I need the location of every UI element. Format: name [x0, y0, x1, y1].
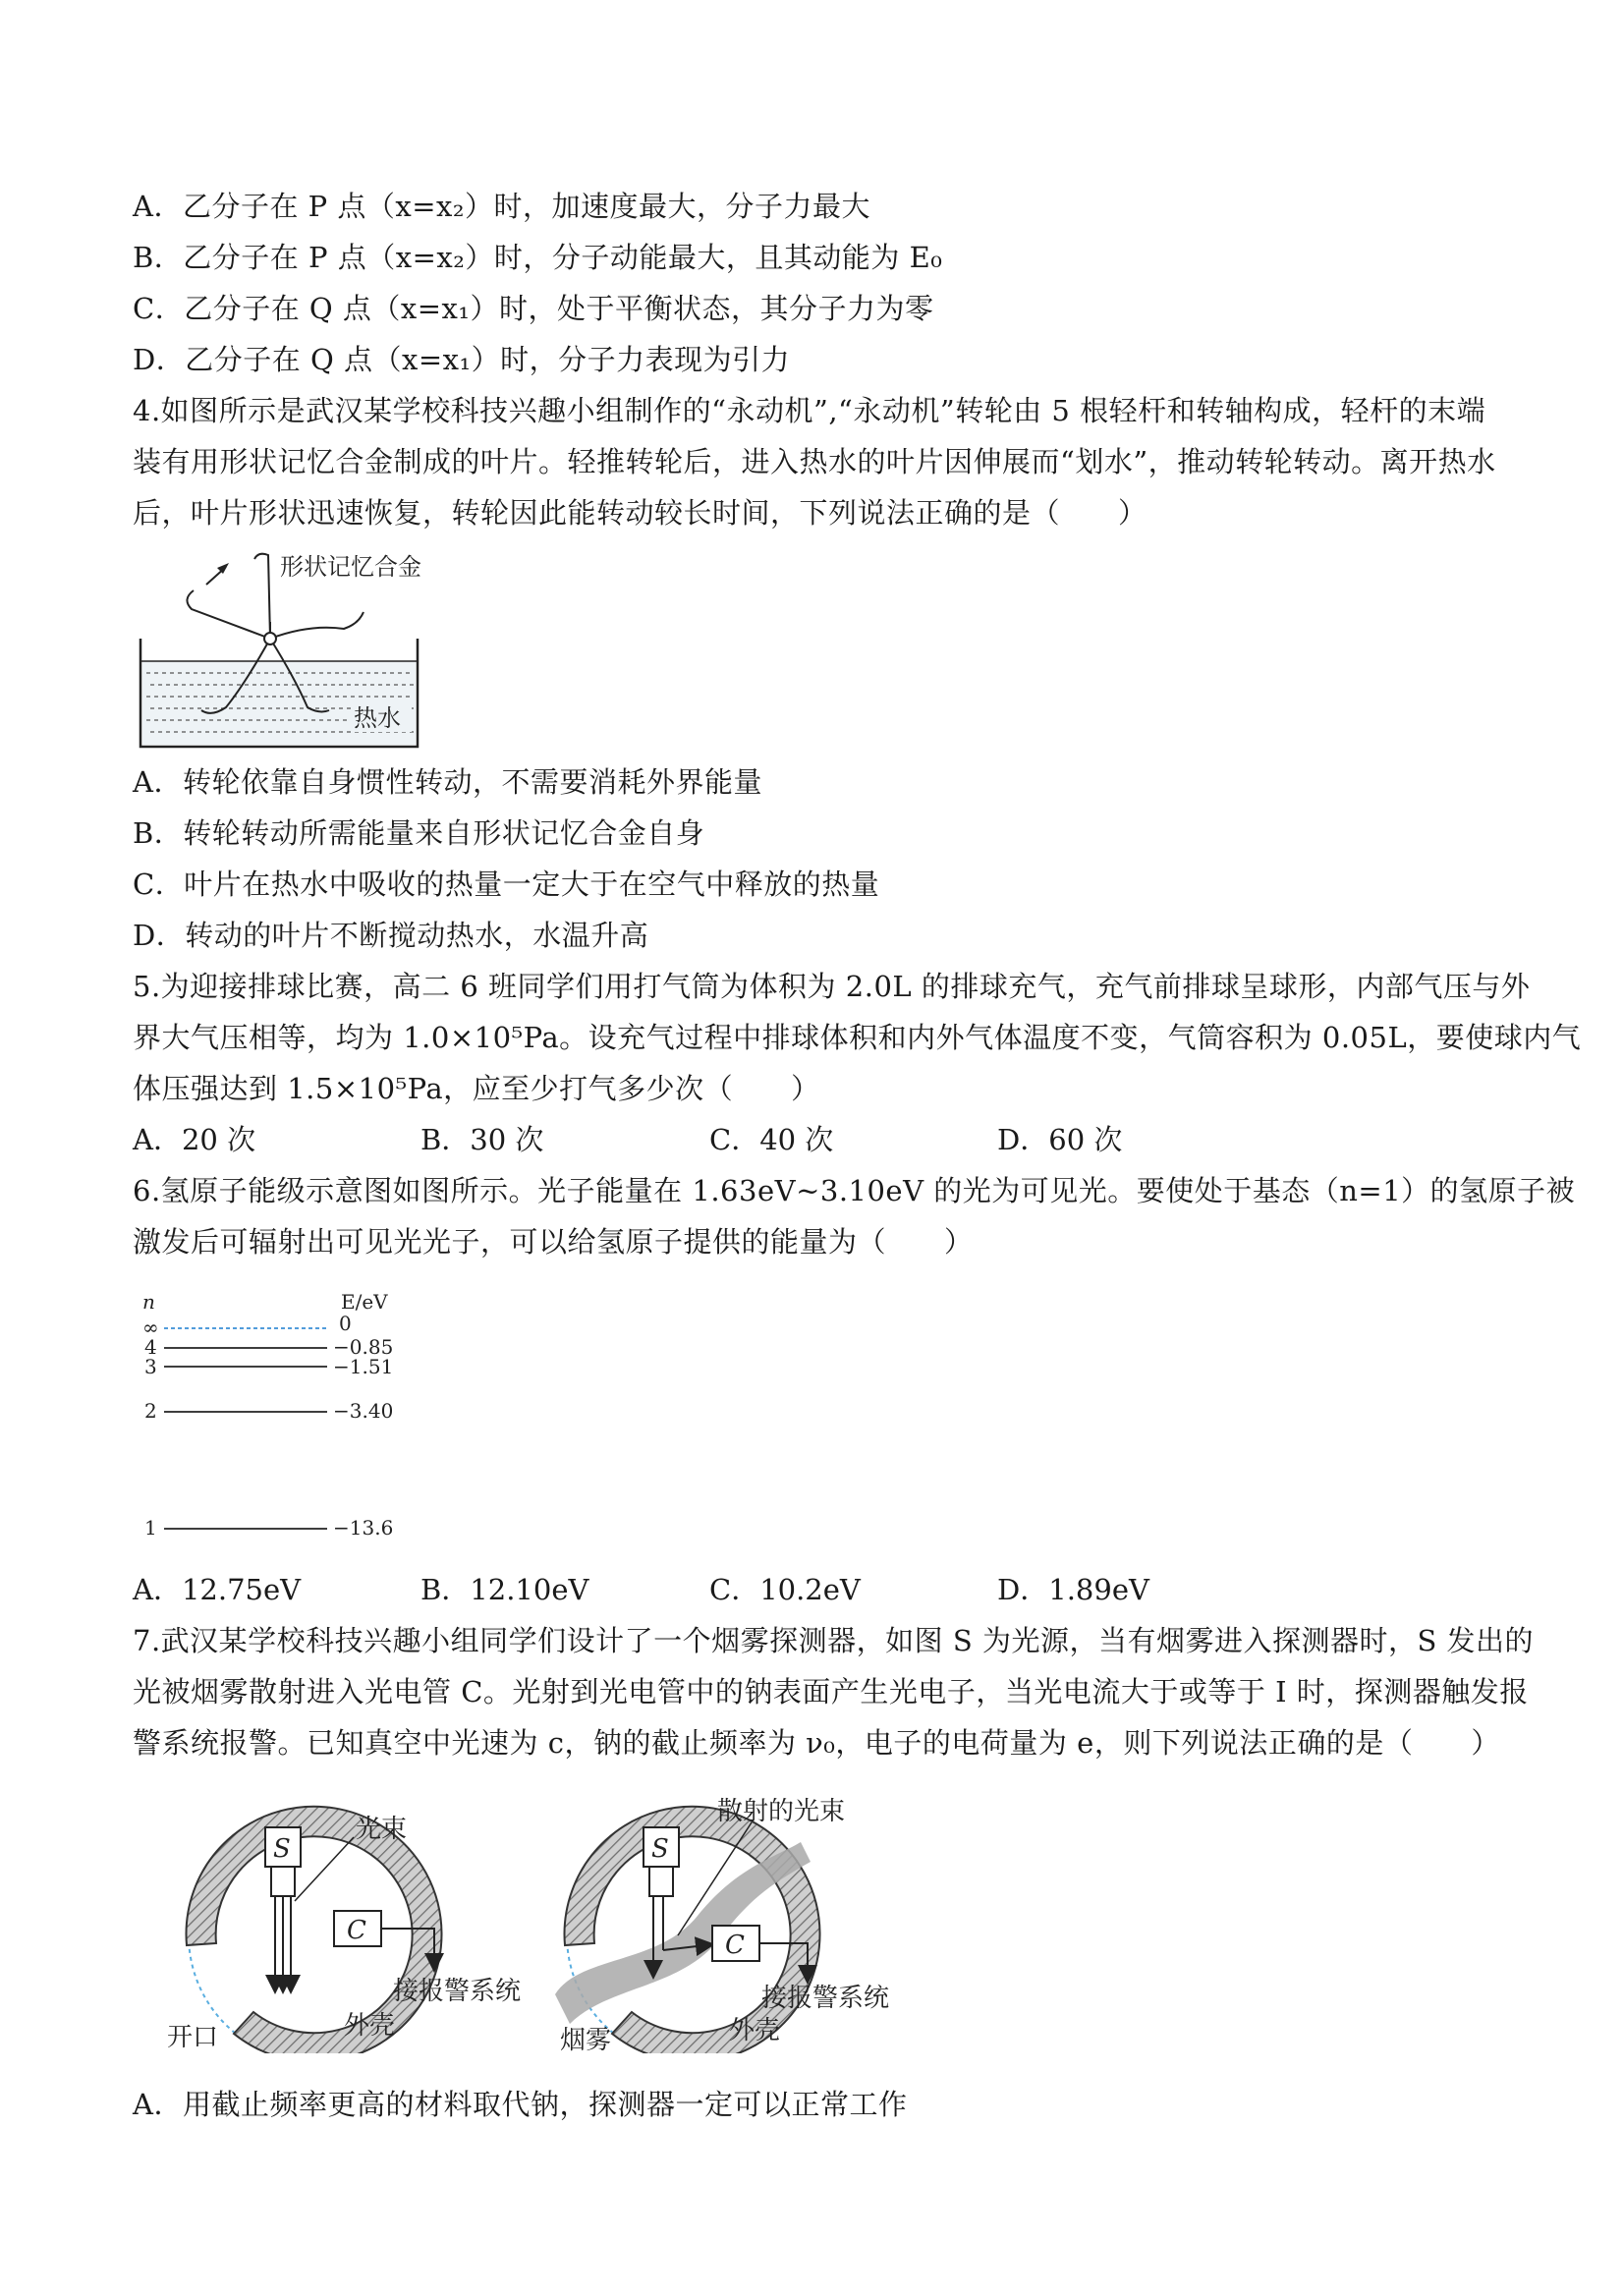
- hot-water-label: 热水: [354, 704, 401, 732]
- q4-option-a: A．转轮依靠自身惯性转动，不需要消耗外界能量: [133, 765, 762, 799]
- q6-option-d: D．1.89eV: [997, 1573, 1149, 1606]
- q6-option-c: C．10.2eV: [709, 1573, 861, 1606]
- q7-stem-line3: 警系统报警。已知真空中光速为 c，钠的截止频率为 ν₀，电子的电荷量为 e，则下列说法正确的是（ ）: [133, 1726, 1500, 1760]
- photocell-c-right: C: [725, 1931, 745, 1960]
- q3-option-a: A．乙分子在 P 点（x=x₂）时，加速度最大，分子力最大: [133, 190, 871, 223]
- q6-option-b: B．12.10eV: [420, 1573, 589, 1606]
- level-e-inf: 0: [339, 1312, 352, 1335]
- q7-option-a: A．用截止频率更高的材料取代钠，探测器一定可以正常工作: [133, 2088, 908, 2121]
- q4-stem-line1: 4.如图所示是武汉某学校科技兴趣小组制作的“永动机”,“永动机”转轮由 5 根轻杆和转轴构成，轻杆的末端: [133, 394, 1486, 427]
- alloy-label: 形状记忆合金: [280, 553, 421, 581]
- level-e-4: −0.85: [333, 1335, 394, 1359]
- q5-stem-line2: 界大气压相等，均为 1.0×10⁵Pa。设充气过程中排球体积和内外气体温度不变，气筒容积为 0.05L，要使球内气: [133, 1021, 1582, 1054]
- q7-stem-line1: 7.武汉某学校科技兴趣小组同学们设计了一个烟雾探测器，如图 S 为光源，当有烟雾进入探测器时，S 发出的: [133, 1624, 1535, 1657]
- q5-option-c: C．40 次: [709, 1123, 834, 1156]
- beam-label: 光束: [356, 1815, 408, 1844]
- q7-stem-line2: 光被烟雾散射进入光电管 C。光射到光电管中的钠表面产生光电子，当光电流大于或等于 I 时，探测器触发报: [133, 1675, 1529, 1708]
- level-n-4: 4: [144, 1335, 157, 1359]
- alarm-label-left: 接报警系统: [393, 1977, 522, 2006]
- smoke-label: 烟雾: [560, 2026, 612, 2053]
- source-s-left: S: [273, 1834, 291, 1864]
- n-axis-label: n: [142, 1290, 155, 1314]
- q3-option-d: D．乙分子在 Q 点（x=x₁）时，分子力表现为引力: [133, 343, 791, 376]
- level-e-1: −13.6: [333, 1516, 394, 1540]
- level-n-3: 3: [144, 1355, 157, 1378]
- q5-stem-line3: 体压强达到 1.5×10⁵Pa，应至少打气多少次（ ）: [133, 1072, 820, 1105]
- q5-option-a: A．20 次: [133, 1123, 256, 1156]
- q4-stem-line3: 后，叶片形状迅速恢复，转轮因此能转动较长时间，下列说法正确的是（ ）: [133, 496, 1147, 530]
- opening-label: 开口: [167, 2023, 219, 2052]
- energy-axis-label: E/eV: [341, 1290, 388, 1314]
- level-n-inf: ∞: [142, 1316, 159, 1339]
- q5-option-b: B．30 次: [420, 1123, 544, 1156]
- level-n-1: 1: [144, 1516, 157, 1540]
- detector-without-smoke: [167, 1807, 521, 2053]
- detector-with-smoke: [555, 1797, 889, 2053]
- q5-stem-line1: 5.为迎接排球比赛，高二 6 班同学们用打气筒为体积为 2.0L 的排球充气，充气前排球呈球形，内部气压与外: [133, 970, 1531, 1003]
- level-e-2: −3.40: [333, 1399, 394, 1423]
- q4-option-b: B．转轮转动所需能量来自形状记忆合金自身: [133, 816, 705, 850]
- q5-option-d: D．60 次: [997, 1123, 1123, 1156]
- q3-option-b: B．乙分子在 P 点（x=x₂）时，分子动能最大，且其动能为 E₀: [133, 241, 943, 274]
- alarm-label-right: 接报警系统: [761, 1984, 890, 2013]
- q4-option-c: C．叶片在热水中吸收的热量一定大于在空气中释放的热量: [133, 868, 880, 901]
- shell-label-left: 外壳: [344, 2011, 396, 2041]
- hydrogen-energy-level-diagram: [133, 1287, 418, 1547]
- scattered-beam-label: 散射的光束: [717, 1797, 846, 1826]
- photocell-c-left: C: [347, 1916, 366, 1945]
- q6-option-a: A．12.75eV: [133, 1573, 302, 1606]
- level-e-3: −1.51: [333, 1355, 394, 1378]
- perpetual-motion-wheel-figure: [133, 545, 447, 756]
- smoke-detector-figure: [147, 1788, 933, 2053]
- q6-stem-line1: 6.氢原子能级示意图如图所示。光子能量在 1.63eV~3.10eV 的光为可见光。要使处于基态（n=1）的氢原子被: [133, 1174, 1576, 1207]
- source-s-right: S: [651, 1834, 669, 1864]
- q3-option-c: C．乙分子在 Q 点（x=x₁）时，处于平衡状态，其分子力为零: [133, 292, 934, 325]
- level-n-2: 2: [144, 1399, 157, 1423]
- q6-stem-line2: 激发后可辐射出可见光光子，可以给氢原子提供的能量为（ ）: [133, 1225, 974, 1259]
- q4-stem-line2: 装有用形状记忆合金制成的叶片。轻推转轮后，进入热水的叶片因伸展而“划水”，推动转轮转动。离开热水: [133, 445, 1496, 478]
- q4-option-d: D．转动的叶片不断搅动热水，水温升高: [133, 919, 649, 952]
- shell-label-right: 外壳: [729, 2016, 781, 2045]
